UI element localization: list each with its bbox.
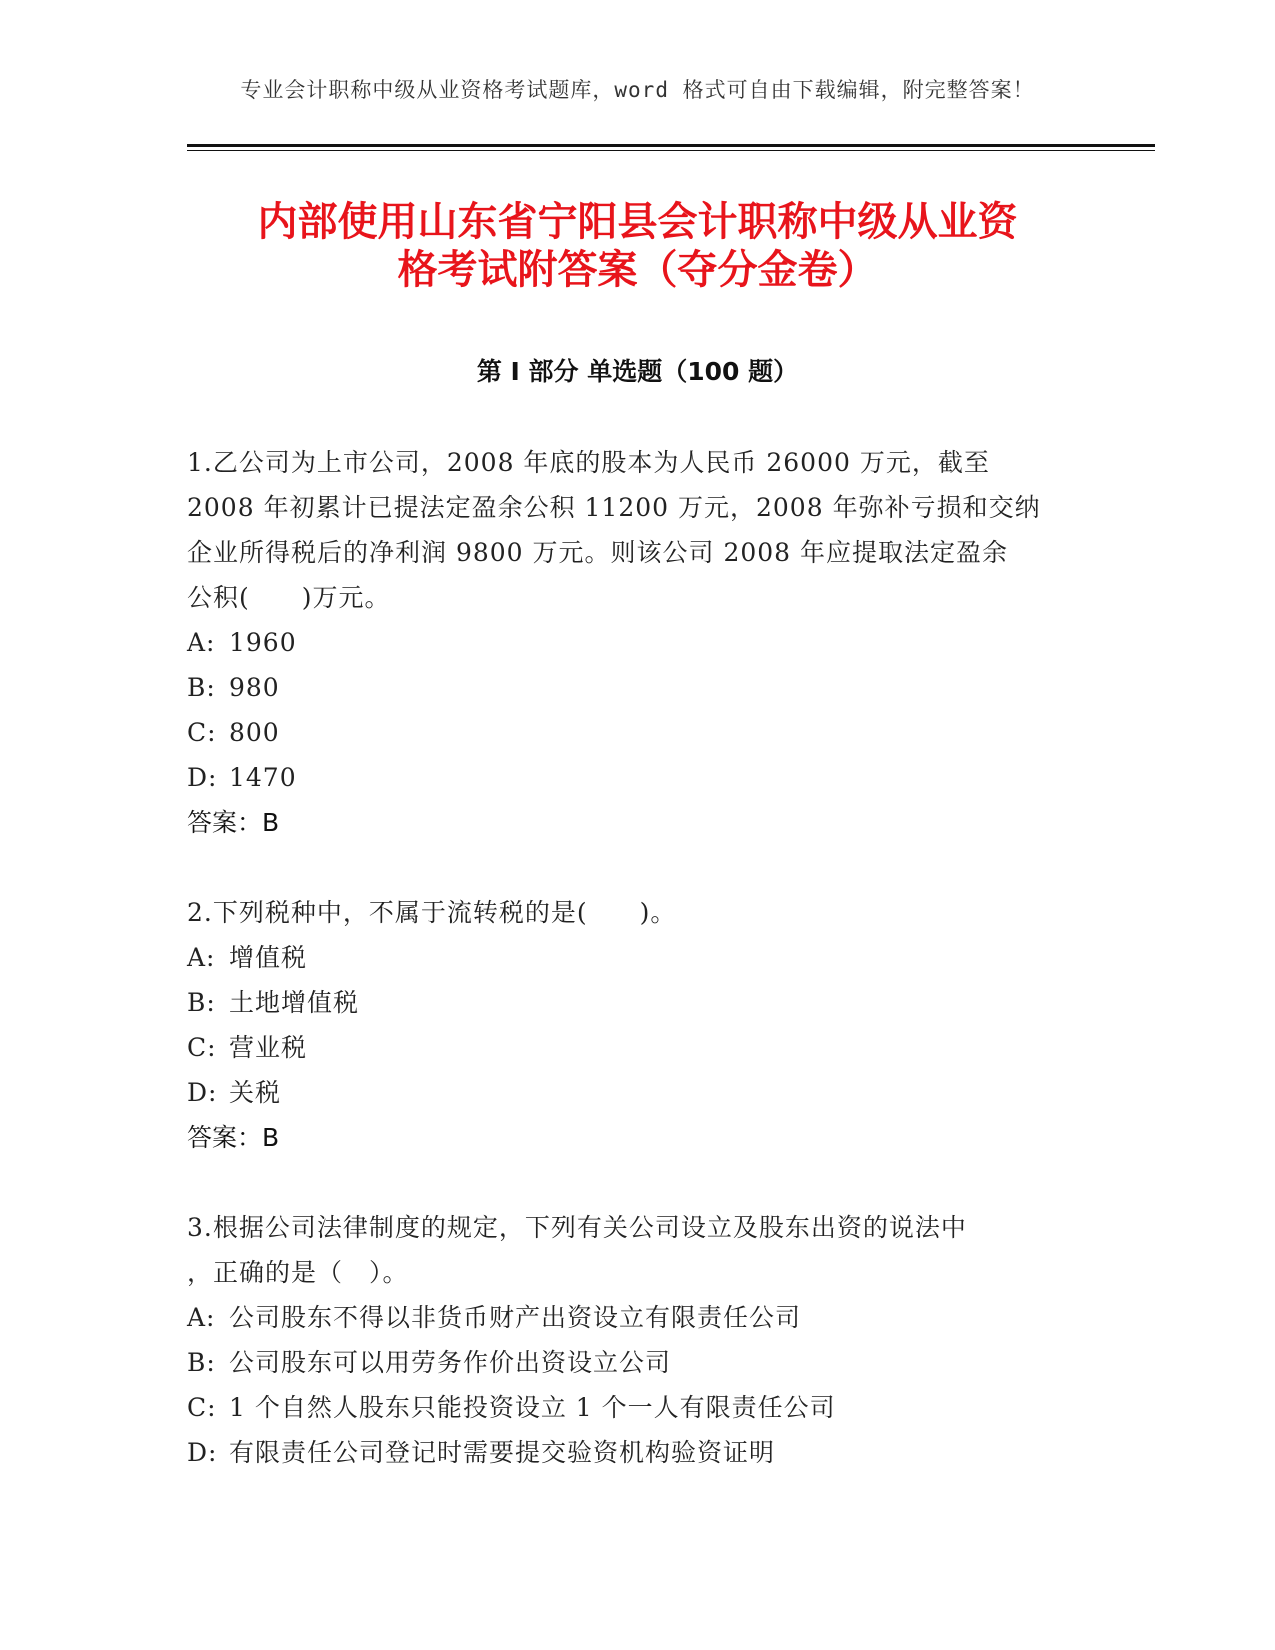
option-text: 有限责任公司登记时需要提交验资机构验资证明 <box>229 1438 776 1467</box>
answer-line: 答案：B <box>187 808 280 837</box>
option-letter: A: <box>187 628 216 657</box>
stem-line: 1.乙公司为上市公司，2008 年底的股本为人民币 26000 万元，截至 <box>187 448 990 477</box>
option-text: 关税 <box>229 1078 282 1107</box>
question-stem <box>187 890 1087 935</box>
option-letter: B: <box>187 988 216 1017</box>
stem-line: 企业所得税后的净利润 9800 万元。则该公司 2008 年应提取法定盈余 <box>187 538 1009 567</box>
option-letter: A: <box>187 943 216 972</box>
option-text: 800 <box>229 718 280 747</box>
option-text: 公司股东不得以非货币财产出资设立有限责任公司 <box>229 1303 802 1332</box>
title-line-2: 格考试附答案（夺分金卷） <box>397 247 878 293</box>
answer-line: 答案：B <box>187 1123 280 1152</box>
option-d <box>187 755 1087 800</box>
option-text: 增值税 <box>229 943 308 972</box>
option-a <box>187 620 1087 665</box>
option-letter: C: <box>187 1033 217 1062</box>
document-title <box>150 198 1125 294</box>
question-stem <box>187 440 1087 620</box>
question-3 <box>187 1205 1087 1475</box>
question-2 <box>187 890 1087 1160</box>
option-text: 1 个自然人股东只能投资设立 1 个一人有限责任公司 <box>229 1393 836 1422</box>
option-a <box>187 1295 1087 1340</box>
option-text: 公司股东可以用劳务作价出资设立公司 <box>229 1348 672 1377</box>
title-line-1: 内部使用山东省宁阳县会计职称中级从业资 <box>257 199 1018 245</box>
option-letter: D: <box>187 763 218 792</box>
option-letter: B: <box>187 1348 216 1377</box>
option-b <box>187 1340 1087 1385</box>
stem-line: 公积( )万元。 <box>187 583 391 612</box>
option-b <box>187 980 1087 1025</box>
option-c <box>187 1025 1087 1070</box>
option-text: 1960 <box>229 628 297 657</box>
option-c <box>187 710 1087 755</box>
stem-line: ，正确的是（ ）。 <box>187 1258 409 1287</box>
question-list <box>187 440 1087 1520</box>
option-text: 营业税 <box>229 1033 308 1062</box>
option-letter: C: <box>187 1393 217 1422</box>
option-letter: A: <box>187 1303 216 1332</box>
option-letter: D: <box>187 1078 218 1107</box>
option-c <box>187 1385 1087 1430</box>
option-b <box>187 665 1087 710</box>
option-d <box>187 1430 1087 1475</box>
stem-line: 2008 年初累计已提法定盈余公积 11200 万元，2008 年弥补亏损和交纳 <box>187 493 1041 522</box>
option-letter: B: <box>187 673 216 702</box>
header-rule-thick <box>187 144 1155 147</box>
option-a <box>187 935 1087 980</box>
header-note: 专业会计职称中级从业资格考试题库，word 格式可自由下载编辑，附完整答案！ <box>240 78 1035 102</box>
stem-line: 3.根据公司法律制度的规定，下列有关公司设立及股东出资的说法中 <box>187 1213 967 1242</box>
question-stem <box>187 1205 1087 1295</box>
option-d <box>187 1070 1087 1115</box>
option-text: 980 <box>229 673 280 702</box>
stem-line: 2.下列税种中，不属于流转税的是( )。 <box>187 898 677 927</box>
section-title: 第 I 部分 单选题（100 题） <box>476 357 799 386</box>
header-rule-thin <box>187 150 1155 151</box>
question-1 <box>187 440 1087 845</box>
option-text: 土地增值税 <box>229 988 360 1017</box>
option-letter: D: <box>187 1438 218 1467</box>
option-text: 1470 <box>229 763 297 792</box>
option-letter: C: <box>187 718 217 747</box>
